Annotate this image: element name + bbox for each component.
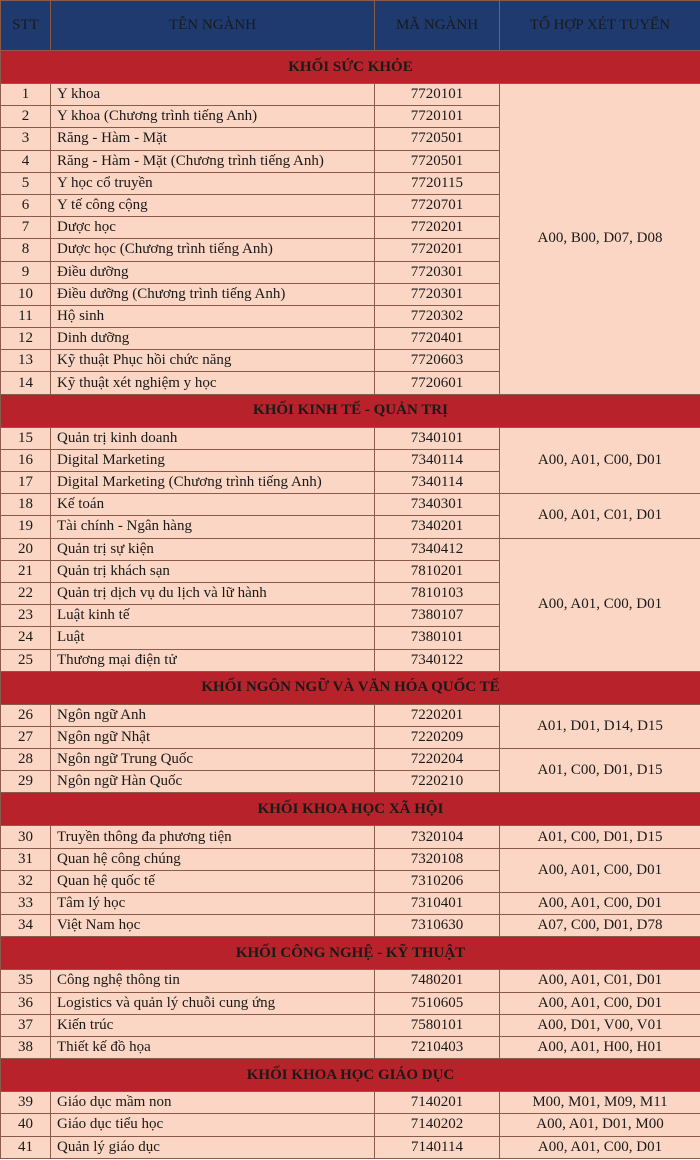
row-subject-combo: M00, M01, M09, M11 — [500, 1092, 700, 1114]
row-major-name: Thương mại điện tử — [51, 649, 375, 671]
row-stt: 27 — [1, 726, 51, 748]
row-stt: 32 — [1, 870, 51, 892]
row-subject-combo: A00, A01, C00, D01 — [500, 1136, 700, 1158]
row-major-name: Luật kinh tế — [51, 605, 375, 627]
row-major-code: 7720601 — [375, 372, 500, 394]
row-stt: 6 — [1, 194, 51, 216]
row-subject-combo: A00, A01, C00, D01 — [500, 893, 700, 915]
row-major-name: Quản trị sự kiện — [51, 538, 375, 560]
section-header-row — [1, 1059, 700, 1092]
row-major-code: 7720201 — [375, 217, 500, 239]
row-major-name: Thiết kế đồ họa — [51, 1036, 375, 1058]
row-stt: 34 — [1, 915, 51, 937]
table-row — [1, 848, 700, 870]
row-major-name: Dược học (Chương trình tiếng Anh) — [51, 239, 375, 261]
row-major-code: 7810103 — [375, 582, 500, 604]
row-stt: 8 — [1, 239, 51, 261]
row-major-code: 7510605 — [375, 992, 500, 1014]
table-row — [1, 970, 700, 992]
section-title: KHỐI SỨC KHỎE — [1, 51, 700, 84]
row-major-code: 7140201 — [375, 1092, 500, 1114]
row-stt: 38 — [1, 1036, 51, 1058]
row-stt: 10 — [1, 283, 51, 305]
row-major-name: Hộ sinh — [51, 305, 375, 327]
row-stt: 35 — [1, 970, 51, 992]
section-header-row — [1, 671, 700, 704]
row-stt: 20 — [1, 538, 51, 560]
table-row — [1, 749, 700, 771]
row-stt: 13 — [1, 350, 51, 372]
row-major-code: 7320108 — [375, 848, 500, 870]
row-stt: 2 — [1, 106, 51, 128]
row-major-code: 7720201 — [375, 239, 500, 261]
row-major-code: 7810201 — [375, 560, 500, 582]
row-subject-combo: A00, A01, D01, M00 — [500, 1114, 700, 1136]
table-row — [1, 893, 700, 915]
row-major-code: 7720501 — [375, 150, 500, 172]
table-row — [1, 1092, 700, 1114]
row-major-name: Việt Nam học — [51, 915, 375, 937]
row-major-code: 7220204 — [375, 749, 500, 771]
row-major-name: Ngôn ngữ Trung Quốc — [51, 749, 375, 771]
header-code: MÃ NGÀNH — [375, 1, 500, 51]
row-subject-combo: A00, B00, D07, D08 — [500, 84, 700, 395]
row-major-name: Luật — [51, 627, 375, 649]
row-major-code: 7310206 — [375, 870, 500, 892]
row-stt: 9 — [1, 261, 51, 283]
table-row — [1, 826, 700, 848]
row-major-name: Răng - Hàm - Mặt (Chương trình tiếng Anh) — [51, 150, 375, 172]
row-major-name: Quan hệ công chúng — [51, 848, 375, 870]
row-stt: 17 — [1, 472, 51, 494]
section-header-row — [1, 51, 700, 84]
row-stt: 11 — [1, 305, 51, 327]
row-major-name: Kiến trúc — [51, 1014, 375, 1036]
row-stt: 23 — [1, 605, 51, 627]
row-major-name: Dinh dưỡng — [51, 328, 375, 350]
row-major-name: Quản lý giáo dục — [51, 1136, 375, 1158]
row-stt: 30 — [1, 826, 51, 848]
row-major-code: 7210403 — [375, 1036, 500, 1058]
row-major-name: Điều dưỡng (Chương trình tiếng Anh) — [51, 283, 375, 305]
row-major-code: 7380101 — [375, 627, 500, 649]
row-major-code: 7480201 — [375, 970, 500, 992]
section-header-row — [1, 394, 700, 427]
row-major-code: 7340114 — [375, 472, 500, 494]
table-row — [1, 1114, 700, 1136]
row-subject-combo: A00, A01, C00, D01 — [500, 538, 700, 671]
row-stt: 31 — [1, 848, 51, 870]
row-subject-combo: A01, C00, D01, D15 — [500, 749, 700, 793]
row-major-name: Quản trị dịch vụ du lịch và lữ hành — [51, 582, 375, 604]
row-major-code: 7720302 — [375, 305, 500, 327]
row-stt: 3 — [1, 128, 51, 150]
row-stt: 41 — [1, 1136, 51, 1158]
row-major-name: Dược học — [51, 217, 375, 239]
row-major-code: 7320104 — [375, 826, 500, 848]
section-header-row — [1, 793, 700, 826]
row-stt: 25 — [1, 649, 51, 671]
row-major-name: Kỹ thuật xét nghiệm y học — [51, 372, 375, 394]
row-major-code: 7340122 — [375, 649, 500, 671]
row-major-code: 7340114 — [375, 449, 500, 471]
table-row — [1, 538, 700, 560]
row-stt: 5 — [1, 172, 51, 194]
row-major-code: 7340301 — [375, 494, 500, 516]
row-major-name: Y tế công cộng — [51, 194, 375, 216]
row-subject-combo: A00, D01, V00, V01 — [500, 1014, 700, 1036]
row-stt: 37 — [1, 1014, 51, 1036]
row-subject-combo: A00, A01, C00, D01 — [500, 848, 700, 892]
row-major-code: 7380107 — [375, 605, 500, 627]
section-title: KHỐI CÔNG NGHỆ - KỸ THUẬT — [1, 937, 700, 970]
row-major-code: 7720101 — [375, 84, 500, 106]
row-stt: 16 — [1, 449, 51, 471]
row-major-name: Kế toán — [51, 494, 375, 516]
row-major-code: 7720701 — [375, 194, 500, 216]
row-major-code: 7720501 — [375, 128, 500, 150]
table-row — [1, 704, 700, 726]
row-stt: 19 — [1, 516, 51, 538]
table-row — [1, 84, 700, 106]
row-major-name: Ngôn ngữ Anh — [51, 704, 375, 726]
row-stt: 36 — [1, 992, 51, 1014]
row-major-name: Giáo dục tiểu học — [51, 1114, 375, 1136]
row-stt: 22 — [1, 582, 51, 604]
row-major-code: 7720301 — [375, 283, 500, 305]
section-title: KHỐI KHOA HỌC GIÁO DỤC — [1, 1059, 700, 1092]
row-major-name: Ngôn ngữ Nhật — [51, 726, 375, 748]
table-row — [1, 1136, 700, 1158]
row-subject-combo: A01, D01, D14, D15 — [500, 704, 700, 748]
section-title: KHỐI NGÔN NGỮ VÀ VĂN HÓA QUỐC TẾ — [1, 671, 700, 704]
table-row — [1, 1036, 700, 1058]
section-title: KHỐI KHOA HỌC XÃ HỘI — [1, 793, 700, 826]
row-major-code: 7580101 — [375, 1014, 500, 1036]
row-major-code: 7340201 — [375, 516, 500, 538]
row-major-code: 7720603 — [375, 350, 500, 372]
row-major-name: Tài chính - Ngân hàng — [51, 516, 375, 538]
header-name: TÊN NGÀNH — [51, 1, 375, 51]
row-major-name: Quan hệ quốc tế — [51, 870, 375, 892]
section-title: KHỐI KINH TẾ - QUẢN TRỊ — [1, 394, 700, 427]
row-major-name: Truyền thông đa phương tiện — [51, 826, 375, 848]
row-stt: 7 — [1, 217, 51, 239]
table-row — [1, 915, 700, 937]
row-stt: 40 — [1, 1114, 51, 1136]
row-major-name: Ngôn ngữ Hàn Quốc — [51, 771, 375, 793]
row-stt: 18 — [1, 494, 51, 516]
row-major-name: Răng - Hàm - Mặt — [51, 128, 375, 150]
row-stt: 29 — [1, 771, 51, 793]
row-stt: 24 — [1, 627, 51, 649]
header-stt: STT — [1, 1, 51, 51]
row-stt: 26 — [1, 704, 51, 726]
header-row — [1, 1, 700, 51]
row-major-code: 7220209 — [375, 726, 500, 748]
row-major-name: Y học cổ truyền — [51, 172, 375, 194]
row-stt: 12 — [1, 328, 51, 350]
row-major-code: 7310401 — [375, 893, 500, 915]
row-major-name: Công nghệ thông tin — [51, 970, 375, 992]
row-subject-combo: A00, A01, C00, D01 — [500, 427, 700, 494]
table-row — [1, 427, 700, 449]
row-major-name: Điều dưỡng — [51, 261, 375, 283]
row-major-code: 7220210 — [375, 771, 500, 793]
row-stt: 1 — [1, 84, 51, 106]
table-row — [1, 992, 700, 1014]
row-major-code: 7340101 — [375, 427, 500, 449]
row-major-code: 7310630 — [375, 915, 500, 937]
table-row — [1, 494, 700, 516]
row-major-code: 7140114 — [375, 1136, 500, 1158]
row-major-name: Y khoa (Chương trình tiếng Anh) — [51, 106, 375, 128]
row-stt: 14 — [1, 372, 51, 394]
row-subject-combo: A00, A01, H00, H01 — [500, 1036, 700, 1058]
row-stt: 28 — [1, 749, 51, 771]
row-stt: 4 — [1, 150, 51, 172]
row-subject-combo: A00, A01, C00, D01 — [500, 992, 700, 1014]
row-major-code: 7720301 — [375, 261, 500, 283]
row-subject-combo: A07, C00, D01, D78 — [500, 915, 700, 937]
row-major-code: 7720115 — [375, 172, 500, 194]
row-major-code: 7140202 — [375, 1114, 500, 1136]
row-stt: 39 — [1, 1092, 51, 1114]
row-major-name: Giáo dục mầm non — [51, 1092, 375, 1114]
row-subject-combo: A01, C00, D01, D15 — [500, 826, 700, 848]
row-major-name: Quản trị khách sạn — [51, 560, 375, 582]
row-subject-combo: A00, A01, C01, D01 — [500, 970, 700, 992]
row-major-code: 7220201 — [375, 704, 500, 726]
row-major-code: 7720401 — [375, 328, 500, 350]
row-major-name: Digital Marketing (Chương trình tiếng Anh) — [51, 472, 375, 494]
row-major-name: Tâm lý học — [51, 893, 375, 915]
row-subject-combo: A00, A01, C01, D01 — [500, 494, 700, 538]
table-row — [1, 1014, 700, 1036]
row-major-name: Logistics và quản lý chuỗi cung ứng — [51, 992, 375, 1014]
row-stt: 15 — [1, 427, 51, 449]
section-header-row — [1, 937, 700, 970]
row-major-code: 7720101 — [375, 106, 500, 128]
row-major-code: 7340412 — [375, 538, 500, 560]
row-major-name: Y khoa — [51, 84, 375, 106]
header-combo: TỔ HỢP XÉT TUYỂN — [500, 1, 700, 51]
row-major-name: Digital Marketing — [51, 449, 375, 471]
row-major-name: Kỹ thuật Phục hồi chức năng — [51, 350, 375, 372]
row-stt: 21 — [1, 560, 51, 582]
row-stt: 33 — [1, 893, 51, 915]
row-major-name: Quản trị kinh doanh — [51, 427, 375, 449]
table-body — [1, 51, 700, 1159]
